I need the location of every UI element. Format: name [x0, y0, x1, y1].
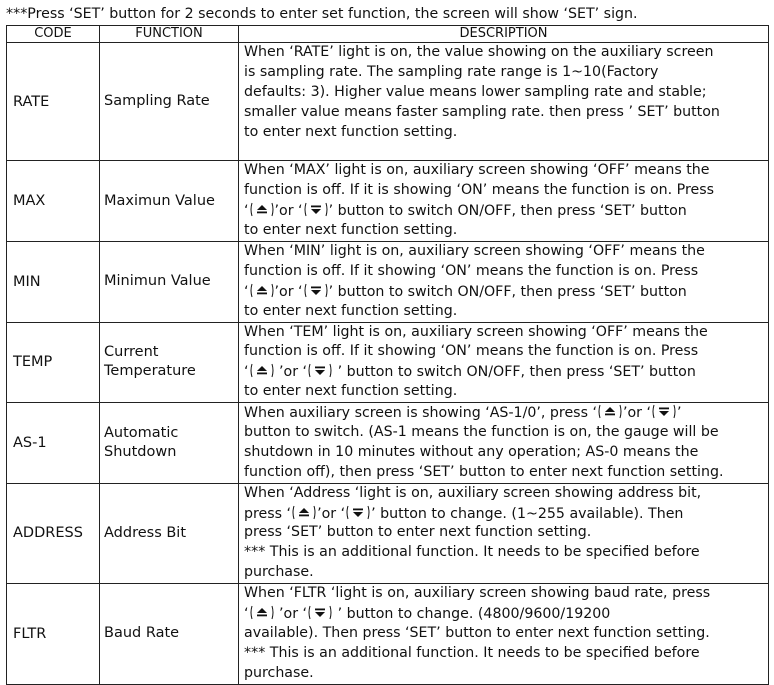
description-text: ’ button to switch ON/OFF, then press ‘SET’ button: [328, 202, 687, 219]
description-text: ’ button to switch ON/OFF, then press ‘SET’ button: [333, 364, 696, 381]
function-name-line: Shutdown: [104, 443, 177, 460]
code-cell: ADDRESS: [7, 483, 100, 583]
description-text: defaults: 3). Higher value means lower sampling rate and stable;: [244, 83, 707, 100]
description-text: function is off. If it showing ‘ON’ means the function is on. Press: [244, 343, 699, 360]
down-arrow-icon: [307, 362, 333, 379]
description-line: [244, 302, 766, 322]
code-cell: RATE: [7, 43, 100, 161]
description-line: [244, 221, 766, 241]
description-text: purchase.: [244, 564, 314, 581]
code-cell: AS-1: [7, 403, 100, 484]
description-cell: [239, 242, 769, 323]
description-text: smaller value means faster sampling rate. then press ’ SET’ button: [244, 103, 720, 120]
description-cell: [239, 403, 769, 484]
function-cell: [100, 242, 239, 323]
up-arrow-icon: [597, 403, 623, 420]
down-arrow-icon: [307, 604, 333, 621]
description-text: available). Then press ‘SET’ button to enter next function setting.: [244, 624, 710, 641]
description-text: ‘: [244, 202, 249, 219]
description-line: [244, 584, 766, 604]
description-line: [244, 543, 766, 563]
description-text: is sampling rate. The sampling rate range is 1~10(Factory: [244, 63, 659, 80]
description-text: press ‘: [244, 505, 292, 522]
code-cell: MIN: [7, 242, 100, 323]
description-line: [244, 201, 766, 221]
function-name-line: Maximun Value: [104, 192, 215, 209]
description-line: [244, 362, 766, 382]
table-row: [7, 161, 769, 242]
description-text: *** This is an additional function. It needs to be specified before: [244, 544, 700, 561]
description-line: [244, 644, 766, 664]
description-line: [244, 403, 766, 423]
table-row: [7, 43, 769, 161]
description-text: When ‘TEM’ light is on, auxiliary screen showing ‘OFF’ means the: [244, 323, 708, 340]
function-name-line: Baud Rate: [104, 625, 180, 642]
description-line: [244, 463, 766, 483]
function-name-line: Temperature: [104, 363, 196, 380]
description-text: When ‘MIN’ light is on, auxiliary screen showing ‘OFF’ means the: [244, 243, 705, 259]
description-text: ’or ‘: [274, 606, 308, 623]
description-text: ’or ‘: [622, 405, 652, 422]
description-line: [244, 624, 766, 644]
up-arrow-icon: [249, 604, 275, 621]
description-text: to enter next function setting.: [244, 123, 458, 140]
description-text: to enter next function setting.: [244, 302, 458, 319]
description-line: [244, 523, 766, 543]
function-name-line: Automatic: [104, 424, 179, 441]
code-cell: MAX: [7, 161, 100, 242]
table-row: [7, 322, 769, 403]
description-line: [244, 242, 766, 262]
function-cell: [100, 161, 239, 242]
code-cell: TEMP: [7, 322, 100, 403]
up-arrow-icon: [291, 504, 317, 521]
description-text: When ‘FLTR ‘light is on, auxiliary screen showing baud rate, press: [244, 585, 711, 602]
description-text: function is off. If it showing ‘ON’ means the function is on. Press: [244, 262, 699, 279]
function-cell: [100, 584, 239, 684]
description-line: [244, 423, 766, 443]
description-line: [244, 123, 766, 143]
description-cell: [239, 483, 769, 583]
description-line: [244, 504, 766, 524]
description-text: ’ button to switch ON/OFF, then press ‘SET’ button: [328, 283, 687, 300]
up-arrow-icon: [249, 362, 275, 379]
table-header-row: [7, 26, 769, 43]
description-text: ’ button to change. (4800/9600/19200: [333, 606, 611, 623]
description-line: [244, 63, 766, 83]
function-cell: [100, 43, 239, 161]
description-line: [244, 563, 766, 583]
down-arrow-icon: [651, 403, 677, 420]
description-line: [244, 342, 766, 362]
down-arrow-icon: [345, 504, 371, 521]
description-cell: [239, 161, 769, 242]
description-text: ’or ‘: [274, 364, 308, 381]
table-row: [7, 403, 769, 484]
description-line: [244, 443, 766, 463]
description-line: [244, 83, 766, 103]
description-text: purchase.: [244, 664, 314, 681]
function-name-line: Minimun Value: [104, 273, 211, 290]
description-header: DESCRIPTION: [239, 26, 769, 43]
description-line: [244, 282, 766, 302]
description-text: *** This is an additional function. It needs to be specified before: [244, 644, 700, 661]
description-line: [244, 181, 766, 201]
description-text: ‘: [244, 606, 249, 623]
function-name-line: Current: [104, 344, 159, 361]
function-header: FUNCTION: [100, 26, 239, 43]
code-header: CODE: [7, 26, 100, 43]
description-line: [244, 664, 766, 684]
description-cell: [239, 322, 769, 403]
description-line: [244, 604, 766, 624]
description-text: ’or ‘: [274, 283, 303, 300]
table-row: [7, 584, 769, 684]
down-arrow-icon: [303, 282, 329, 299]
description-text: When ‘RATE’ light is on, the value showing on the auxiliary screen: [244, 44, 714, 60]
function-cell: [100, 483, 239, 583]
description-text: ‘: [244, 283, 249, 300]
description-text: ’or ‘: [274, 202, 303, 219]
code-cell: FLTR: [7, 584, 100, 684]
table-body: [7, 43, 769, 685]
description-text: When auxiliary screen is showing ‘AS-1/0’, press ‘: [244, 405, 597, 422]
set-instruction-note: ***Press ‘SET’ button for 2 seconds to enter set function, the screen will show ‘SET’ sign.: [6, 6, 638, 22]
description-line: [244, 484, 766, 504]
function-name-line: Sampling Rate: [104, 93, 210, 109]
description-line: [244, 262, 766, 282]
description-text: to enter next function setting.: [244, 383, 458, 400]
description-line: [244, 382, 766, 402]
description-line: [244, 323, 766, 343]
description-text: ’: [677, 405, 682, 422]
description-text: ‘: [244, 364, 249, 381]
description-text: function off), then press ‘SET’ button to enter next function setting.: [244, 463, 724, 480]
description-text: When ‘MAX’ light is on, auxiliary screen showing ‘OFF’ means the: [244, 162, 710, 178]
description-text: press ‘SET’ button to enter next function setting.: [244, 524, 592, 541]
table-row: [7, 242, 769, 323]
description-cell: [239, 584, 769, 684]
function-table: [6, 25, 769, 685]
up-arrow-icon: [249, 201, 275, 218]
description-text: ’or ‘: [317, 505, 346, 522]
table-row: [7, 483, 769, 583]
description-cell: [239, 43, 769, 161]
down-arrow-icon: [303, 201, 329, 218]
description-text: function is off. If it is showing ‘ON’ means the function is on. Press: [244, 181, 715, 198]
up-arrow-icon: [249, 282, 275, 299]
description-text: ’ button to change. (1~255 available). Then: [371, 505, 684, 522]
description-text: When ‘Address ‘light is on, auxiliary screen showing address bit,: [244, 484, 702, 501]
description-line: [244, 103, 766, 123]
description-line: [244, 43, 766, 63]
function-cell: [100, 322, 239, 403]
function-cell: [100, 403, 239, 484]
description-text: shutdown in 10 minutes without any operation; AS-0 means the: [244, 443, 699, 460]
description-text: button to switch. (AS-1 means the function is on, the gauge will be: [244, 424, 719, 441]
description-line: [244, 161, 766, 181]
description-text: to enter next function setting.: [244, 221, 458, 238]
function-name-line: Address Bit: [104, 524, 187, 541]
